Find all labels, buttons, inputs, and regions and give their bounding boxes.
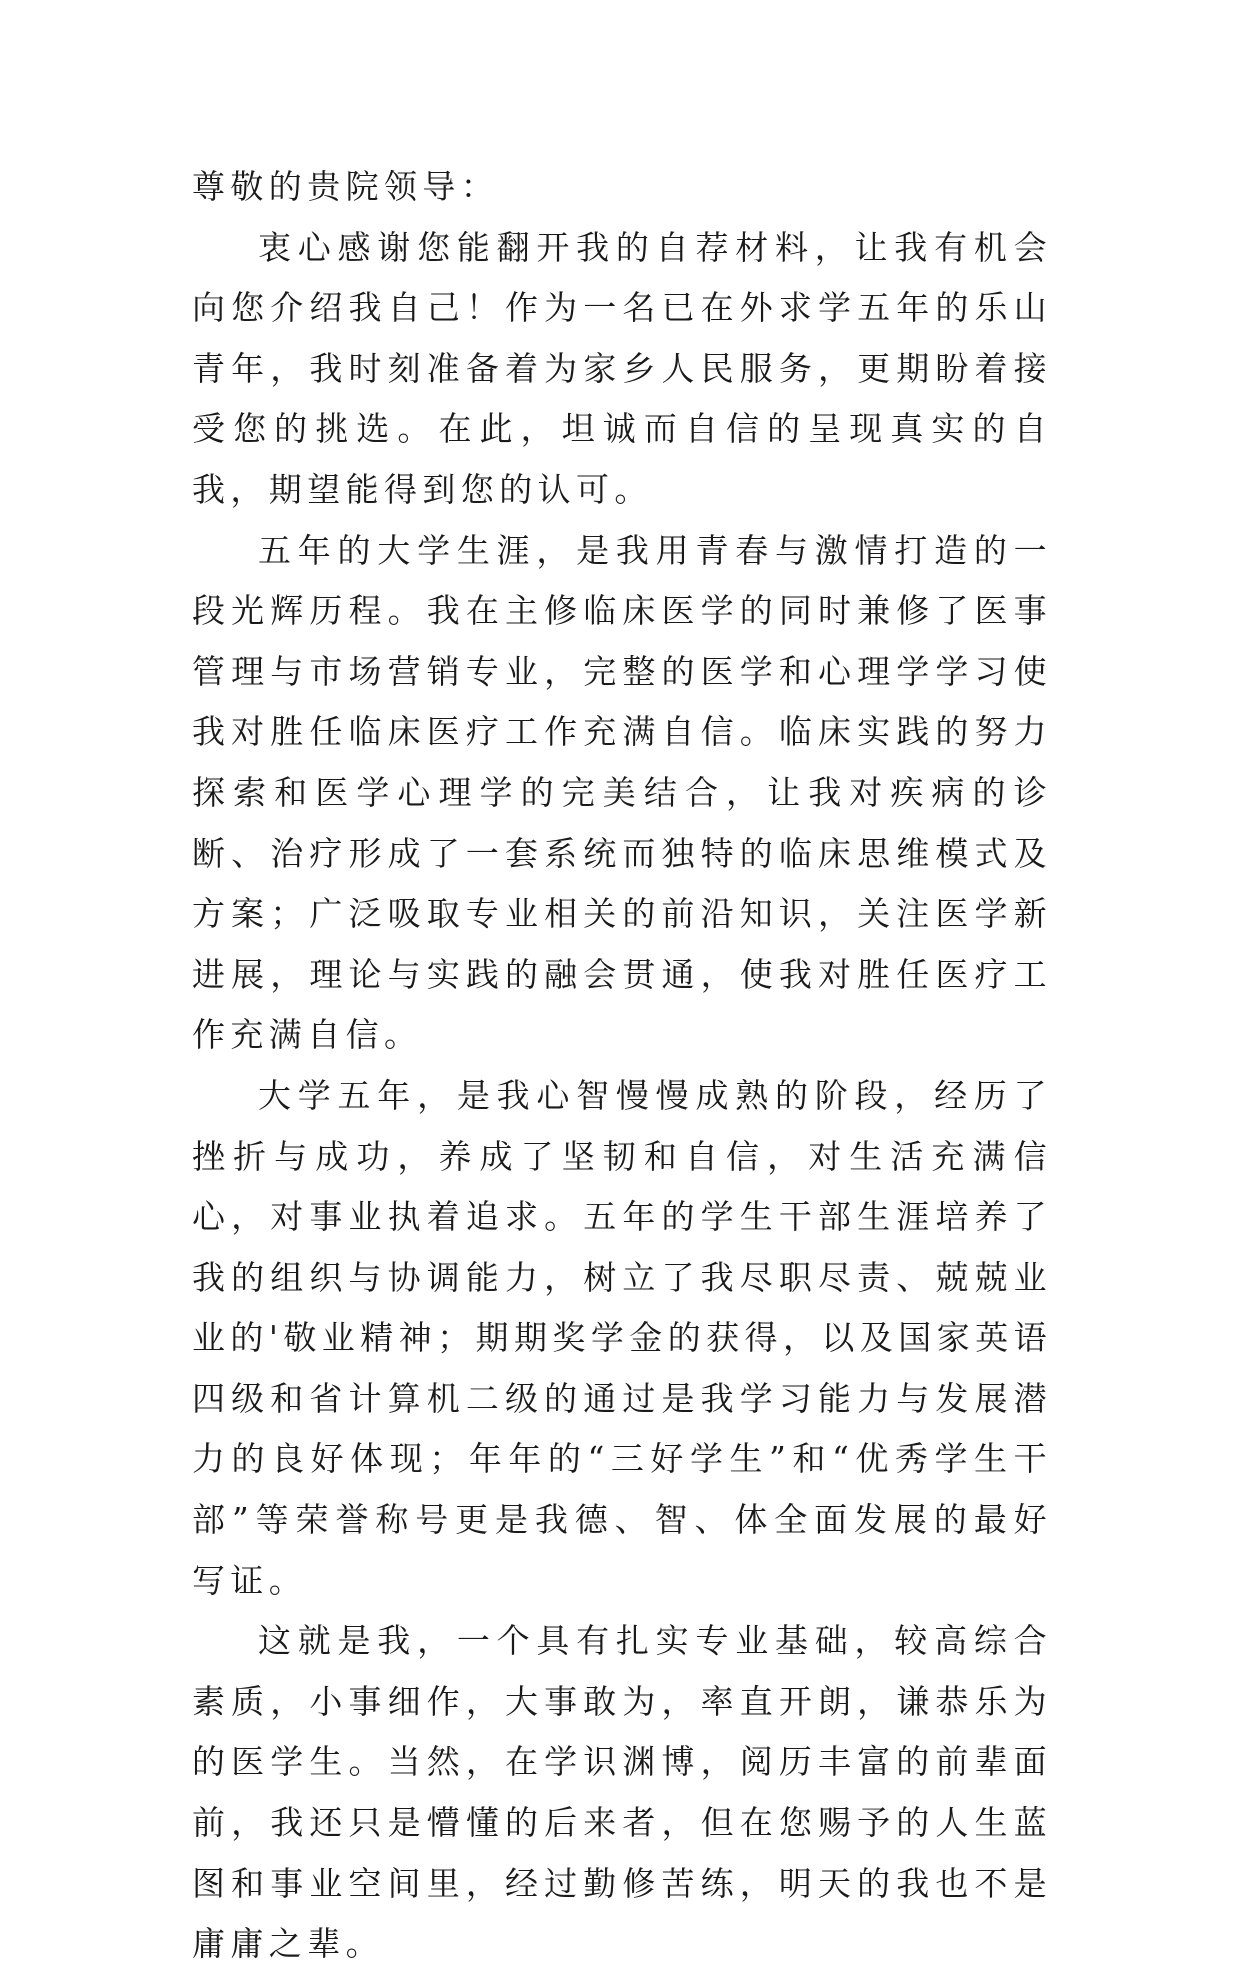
paragraph-1: 衷心感谢您能翻开我的自荐材料，让我有机会向您介绍我自己！作为一名已在外求学五年的乐山青年，我时刻准备着为家乡人民服务，更期盼着接受您的挑选。在此，坦诚而自信的呈现真实的自我，期望能得到您的认可。 [192,227,1052,509]
paragraph-4: 这就是我，一个具有扎实专业基础，较高综合素质，小事细作，大事敢为，率直开朗，谦恭乐为的医学生。当然，在学识渊博，阅历丰富的前辈面前，我还只是懵懂的后来者，但在您赐予的人生蓝图和事业空间里，经过勤修苦练，明天的我也不是庸庸之辈。 [192,1621,1052,1964]
letter-body [192,157,1052,1975]
paragraph-2: 五年的大学生涯，是我用青春与激情打造的一段光辉历程。我在主修临床医学的同时兼修了医事管理与市场营销专业，完整的医学和心理学学习使我对胜任临床医疗工作充满自信。临床实践的努力探索和医学心理学的完美结合，让我对疾病的诊断、治疗形成了一套系统而独特的临床思维模式及方案；广泛吸取专业相关的前沿知识，关注医学新进展，理论与实践的融会贯通，使我对胜任医疗工作充满自信。 [192,530,1052,1055]
paragraph-3: 大学五年，是我心智慢慢成熟的阶段，经历了挫折与成功，养成了坚韧和自信，对生活充满信心，对事业执着追求。五年的学生干部生涯培养了我的组织与协调能力，树立了我尽职尽责、兢兢业业的'敬业精神；期期奖学金的获得，以及国家英语四级和省计算机二级的通过是我学习能力与发展潜力的良好体现；年年的“三好学生”和“优秀学生干部”等荣誉称号更是我德、智、体全面发展的最好写证。 [192,1075,1052,1600]
salutation: 尊敬的贵院领导： [192,167,500,206]
